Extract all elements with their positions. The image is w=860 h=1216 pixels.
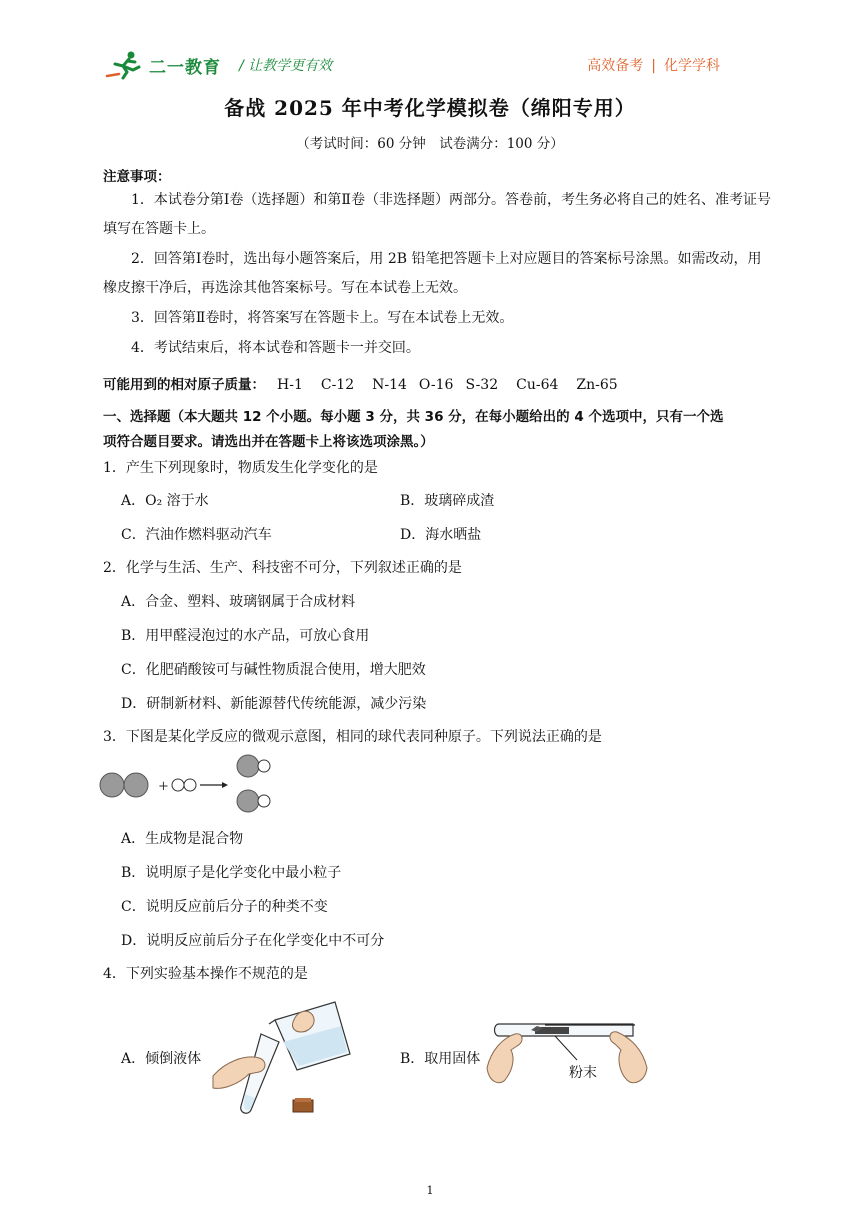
notice-item-1: 1．本试卷分第Ⅰ卷（选择题）和第Ⅱ卷（非选择题）两部分。答卷前，考生务必将自己的姓名、准考证号填写在答题卡上。	[103, 192, 771, 237]
product-molecule-2	[237, 790, 270, 812]
atomic-mass-h: H-1	[277, 377, 303, 393]
header-brand	[105, 48, 332, 82]
stopper-icon	[293, 1098, 313, 1112]
exam-subtitle: （考试时间：60 分钟 试卷满分：100 分）	[296, 136, 564, 152]
question-3-option-d: D．说明反应前后分子在化学变化中不可分	[121, 933, 385, 949]
taking-solid-illustration	[485, 1010, 650, 1090]
section-heading	[103, 405, 723, 425]
reaction-diagram	[98, 752, 278, 816]
atomic-mass-zn: Zn-65	[576, 377, 618, 393]
question-1-stem: 1．产生下列现象时，物质发生化学变化的是	[103, 460, 378, 476]
question-1-option-d: D．海水晒盐	[400, 527, 482, 543]
question-2-option-b: B．用甲醛浸泡过的水产品，可放心食用	[121, 628, 370, 644]
header-subject	[587, 55, 720, 75]
question-4-option-b: B．取用固体	[400, 1051, 481, 1067]
atomic-mass-n: N-14	[372, 377, 407, 393]
brand-name: 二一教育	[149, 57, 221, 78]
plus-sign: +	[158, 779, 169, 794]
atomic-mass-label: 可能用到的相对原子质量：	[103, 377, 265, 393]
section-desc-line1: （本大题共 12 个小题。每小题 3 分，共 36 分，在每小题给出的 4 个选项中，只有一个选	[170, 409, 724, 425]
page-number: 1	[426, 1184, 434, 1197]
reactant-molecule-b	[172, 779, 196, 791]
section-desc-line2: 项符合题目要求。请选出并在答题卡上将该选项涂黑。）	[103, 434, 434, 450]
question-2-option-a: A．合金、塑料、玻璃钢属于合成材料	[121, 594, 356, 610]
header-separator: |	[651, 58, 656, 74]
header-tag-right: 化学学科	[664, 58, 720, 74]
notice-item-4: 4．考试结束后，将本试卷和答题卡一并交回。	[131, 340, 420, 356]
question-3-option-a: A．生成物是混合物	[121, 831, 244, 847]
question-2-option-c: C．化肥硝酸铵可与碱性物质混合使用，增大肥效	[121, 662, 426, 678]
question-4-option-a: A．倾倒液体	[121, 1051, 202, 1067]
question-3-option-b: B．说明原子是化学变化中最小粒子	[121, 865, 342, 881]
question-2-stem: 2．化学与生活、生产、科技密不可分，下列叙述正确的是	[103, 560, 462, 576]
question-1-option-a: A．O₂ 溶于水	[121, 493, 209, 509]
powder-label: 粉末	[569, 1065, 597, 1081]
notice-item-3: 3．回答第Ⅱ卷时，将答案写在答题卡上。写在本试卷上无效。	[131, 310, 514, 326]
question-3-option-c: C．说明反应前后分子的种类不变	[121, 899, 328, 915]
brand-slogan: / 让教学更有效	[239, 58, 333, 74]
notice-heading: 注意事项：	[103, 169, 171, 185]
atomic-mass-s: S-32	[465, 377, 499, 393]
product-molecule-1	[237, 755, 270, 777]
question-2-option-d: D．研制新材料、新能源替代传统能源，减少污染	[121, 696, 427, 712]
arrow-icon	[200, 782, 228, 788]
atomic-mass-row	[103, 378, 618, 393]
question-1-option-c: C．汽油作燃料驱动汽车	[121, 527, 272, 543]
section-title: 一、选择题	[103, 409, 171, 425]
question-4-stem: 4．下列实验基本操作不规范的是	[103, 966, 308, 982]
reactant-molecule-a	[100, 773, 148, 797]
atomic-mass-cu: Cu-64	[516, 377, 559, 393]
notice-item-2: 2．回答第Ⅰ卷时，选出每小题答案后，用 2B 铅笔把答题卡上对应题目的答案标号涂黑。如需改动，用橡皮擦干净后，再选涂其他答案标号。写在本试卷上无效。	[103, 251, 762, 296]
exam-title: 备战 2025 年中考化学模拟卷（绵阳专用）	[224, 96, 636, 120]
runner-logo-icon	[105, 50, 145, 80]
atomic-mass-c: C-12	[320, 377, 355, 393]
question-1-option-b: B．玻璃碎成渣	[400, 493, 495, 509]
pouring-liquid-illustration	[205, 992, 355, 1120]
question-3-stem: 3．下图是某化学反应的微观示意图，相同的球代表同种原子。下列说法正确的是	[103, 729, 602, 745]
atomic-mass-o: O-16	[418, 377, 454, 393]
header-tag-left: 高效备考	[587, 58, 644, 74]
